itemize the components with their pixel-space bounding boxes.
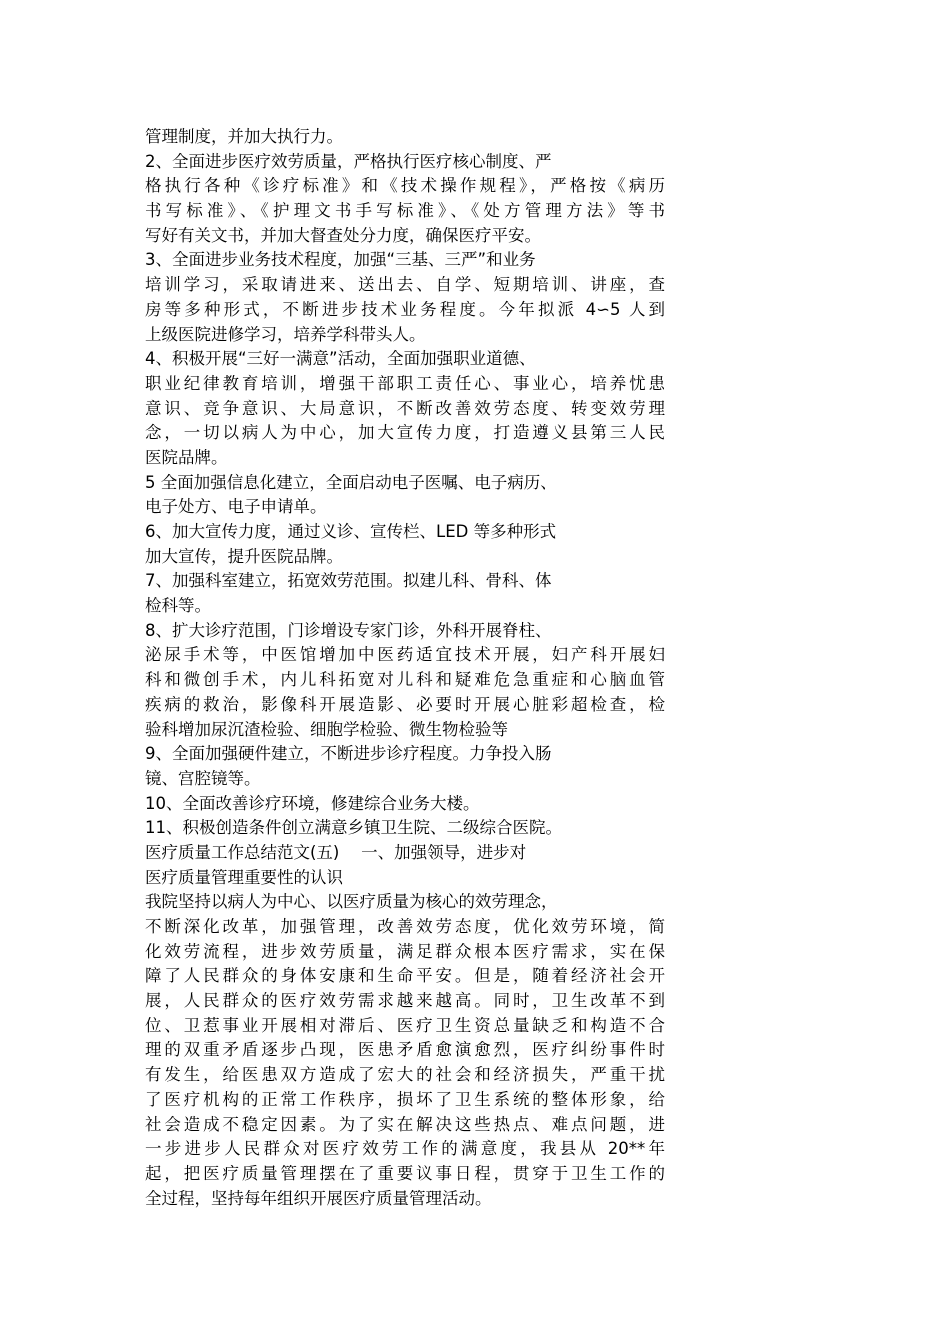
text-line: 培训学习，采取请进来、送出去、自学、短期培训、讲座，查 bbox=[145, 275, 665, 295]
text-line: 泌尿手术等，中医馆增加中医药适宜技术开展，妇产科开展妇 bbox=[145, 645, 665, 665]
text-line: 位、卫惹事业开展相对滞后、医疗卫生资总量缺乏和构造不合 bbox=[145, 1015, 665, 1035]
text-line: 全过程，坚持每年组织开展医疗质量管理活动。 bbox=[145, 1188, 492, 1208]
text-line: 医院品牌。 bbox=[145, 447, 228, 467]
text-line: 理的双重矛盾逐步凸现，医患矛盾愈演愈烈，医疗纠纷事件时 bbox=[145, 1040, 665, 1060]
text-line: 了医疗机构的正常工作秩序，损坏了卫生系统的整体形象，给 bbox=[145, 1089, 665, 1109]
text-line: 9、全面加强硬件建立，不断进步诊疗程度。力争投入肠 bbox=[145, 744, 552, 764]
text-line: 科和微创手术，内儿科拓宽对儿科和疑难危急重症和心脑血管 bbox=[145, 670, 665, 690]
text-line: 4、积极开展“三好一满意”活动，全面加强职业道德、 bbox=[145, 349, 536, 369]
text-line: 写好有关文书，并加大督查处分力度，确保医疗平安。 bbox=[145, 225, 541, 245]
text-line: 管理制度，并加大执行力。 bbox=[145, 127, 343, 146]
text-line: 展，人民群众的医疗效劳需求越来越高。同时，卫生改革不到 bbox=[145, 991, 665, 1011]
text-line: 起，把医疗质量管理摆在了重要议事日程，贯穿于卫生工作的 bbox=[145, 1163, 665, 1183]
text-line: 一步进步人民群众对医疗效劳工作的满意度，我县从 20**年 bbox=[145, 1139, 665, 1159]
text-line: 有发生，给医患双方造成了宏大的社会和经济损失，严重干扰 bbox=[145, 1065, 665, 1085]
text-line: 检科等。 bbox=[145, 596, 211, 616]
text-line: 11、积极创造条件创立满意乡镇卫生院、二级综合医院。 bbox=[145, 818, 562, 838]
text-line: 电子处方、电子申请单。 bbox=[145, 497, 327, 517]
text-line: 化效劳流程，进步效劳质量，满足群众根本医疗需求，实在保 bbox=[145, 941, 665, 961]
text-line: 医疗质量管理重要性的认识 bbox=[145, 867, 343, 887]
text-line: 上级医院进修学习，培养学科带头人。 bbox=[145, 324, 426, 344]
text-line: 职业纪律教育培训，增强干部职工责任心、事业心，培养忧患 bbox=[145, 373, 665, 393]
text-line: 5 全面加强信息化建立，全面启动电子医嘱、电子病历、 bbox=[145, 472, 557, 492]
text-line: 房等多种形式，不断进步技术业务程度。今年拟派 4∽5 人到 bbox=[145, 299, 665, 319]
document-page bbox=[145, 125, 665, 1211]
text-line: 不断深化改革，加强管理，改善效劳态度，优化效劳环境，简 bbox=[145, 917, 665, 936]
text-line: 社会造成不稳定因素。为了实在解决这些热点、难点问题，进 bbox=[145, 1114, 665, 1134]
text-line: 验科增加尿沉渣检验、细胞学检验、微生物检验等 bbox=[145, 719, 508, 739]
text-line: 3、全面进步业务技术程度，加强“三基、三严”和业务 bbox=[145, 250, 536, 270]
text-line: 书写标准》、《护理文书手写标准》、《处方管理方法》等书 bbox=[145, 201, 665, 221]
text-line: 疾病的救治，影像科开展造影、必要时开展心脏彩超检查，检 bbox=[145, 694, 665, 714]
text-line: 10、全面改善诊疗环境，修建综合业务大楼。 bbox=[145, 793, 480, 813]
text-line: 我院坚持以病人为中心、以医疗质量为核心的效劳理念， bbox=[145, 892, 558, 912]
text-line: 7、加强科室建立，拓宽效劳范围。拟建儿科、骨科、体 bbox=[145, 571, 552, 591]
text-line: 加大宣传，提升医院品牌。 bbox=[145, 546, 343, 566]
text-line: 念，一切以病人为中心，加大宣传力度，打造遵义县第三人民 bbox=[145, 423, 665, 443]
text-line: 格执行各种《诊疗标准》和《技术操作规程》，严格按《病历 bbox=[145, 176, 665, 196]
text-line: 医疗质量工作总结范文(五) 一、加强领导，进步对 bbox=[145, 842, 527, 862]
text-line: 2、全面进步医疗效劳质量，严格执行医疗核心制度、严 bbox=[145, 151, 552, 171]
text-line: 障了人民群众的身体安康和生命平安。但是，随着经济社会开 bbox=[145, 966, 665, 986]
text-line: 6、加大宣传力度，通过义诊、宣传栏、LED 等多种形式 bbox=[145, 522, 557, 541]
text-line: 镜、宫腔镜等。 bbox=[145, 768, 261, 788]
text-line: 8、扩大诊疗范围，门诊增设专家门诊，外科开展脊柱、 bbox=[145, 620, 552, 640]
text-line: 意识、竞争意识、大局意识，不断改善效劳态度、转变效劳理 bbox=[145, 398, 665, 418]
